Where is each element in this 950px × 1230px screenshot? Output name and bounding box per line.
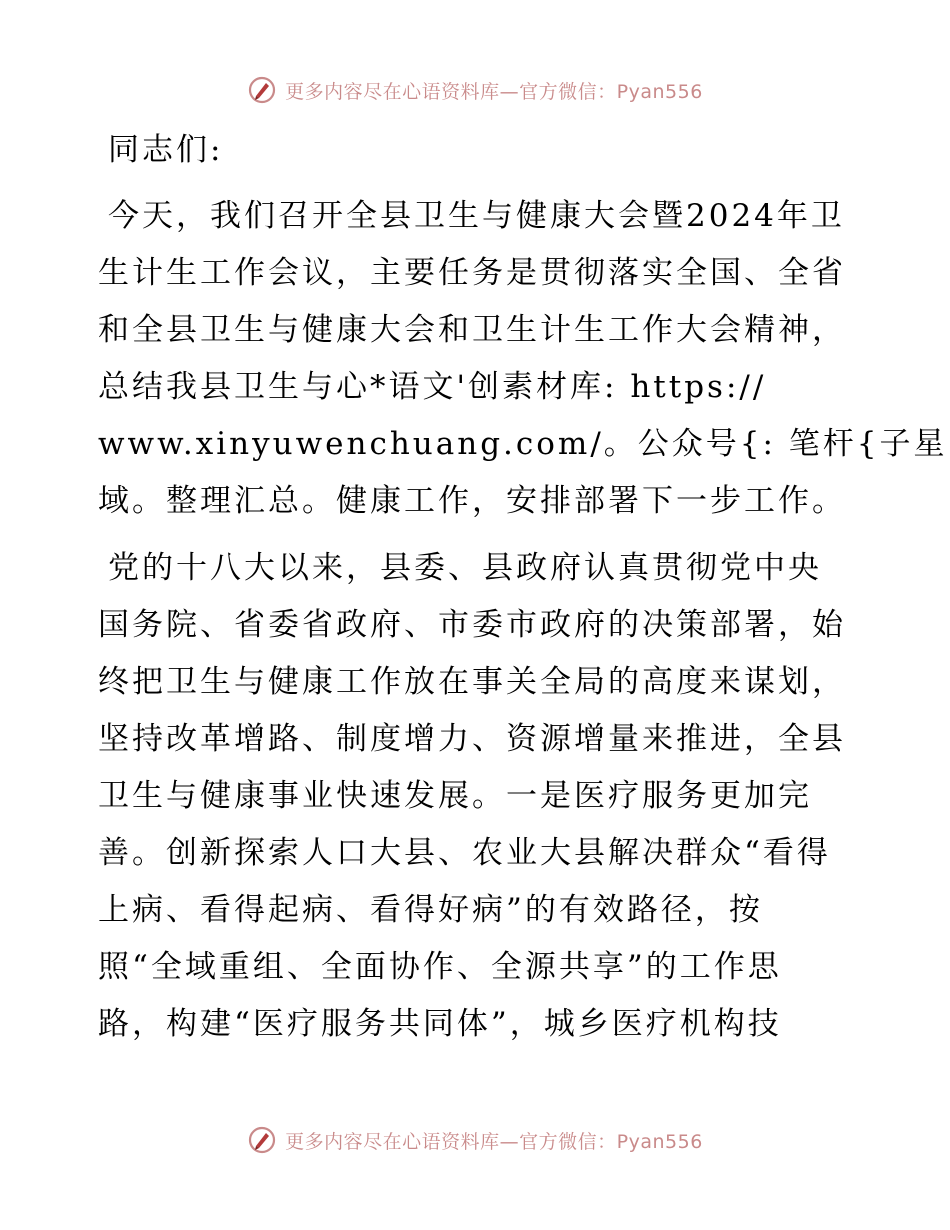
text-line: 生计生工作会议，主要任务是贯彻落实全国、全省 [98,255,846,291]
paragraph-1 [98,188,948,530]
text-line: www.xinyuwenchuang.com/。公众号{: 笔杆{子星 [98,426,948,462]
text-line: 总结我县卫生与心*语文'创素材库: https:// [98,369,767,405]
document-body [98,122,948,1063]
text-line: 照“全域重组、全面协作、全源共享”的工作思 [98,949,782,985]
text-line: 党的十八大以来，县委、县政府认真贯彻党中央 [108,550,822,586]
greeting: 同志们: [108,132,224,168]
watermark-text-bottom: 更多内容尽在心语资料库—官方微信：Pyan556 [285,1130,703,1153]
text-line: 和全县卫生与健康大会和卫生计生工作大会精神， [98,312,846,348]
text-line: 域。整理汇总。健康工作，安排部署下一步工作。 [98,483,846,519]
pen-logo-icon [247,1125,277,1155]
paragraph-2 [98,540,858,1053]
text-line: 国务院、省委省政府、市委市政府的决策部署，始 [98,607,846,643]
text-line: 善。创新探索人口大县、农业大县解决群众“看得 [98,835,831,871]
watermark-banner-bottom [0,1120,950,1160]
watermark-banner-top [0,70,950,110]
text-line: 终把卫生与健康工作放在事关全局的高度来谋划， [98,664,846,700]
text-line: 路，构建“医疗服务共同体”，城乡医疗机构技 [98,1006,782,1042]
text-line: 坚持改革增路、制度增力、资源增量来推进，全县 [98,721,846,757]
text-line: 今天，我们召开全县卫生与健康大会暨2024年卫 [108,198,845,234]
watermark-text-top: 更多内容尽在心语资料库—官方微信：Pyan556 [285,80,703,103]
text-line: 卫生与健康事业快速发展。一是医疗服务更加完 [98,778,812,814]
pen-logo-icon [247,75,277,105]
text-line: 上病、看得起病、看得好病”的有效路径，按 [98,892,763,928]
